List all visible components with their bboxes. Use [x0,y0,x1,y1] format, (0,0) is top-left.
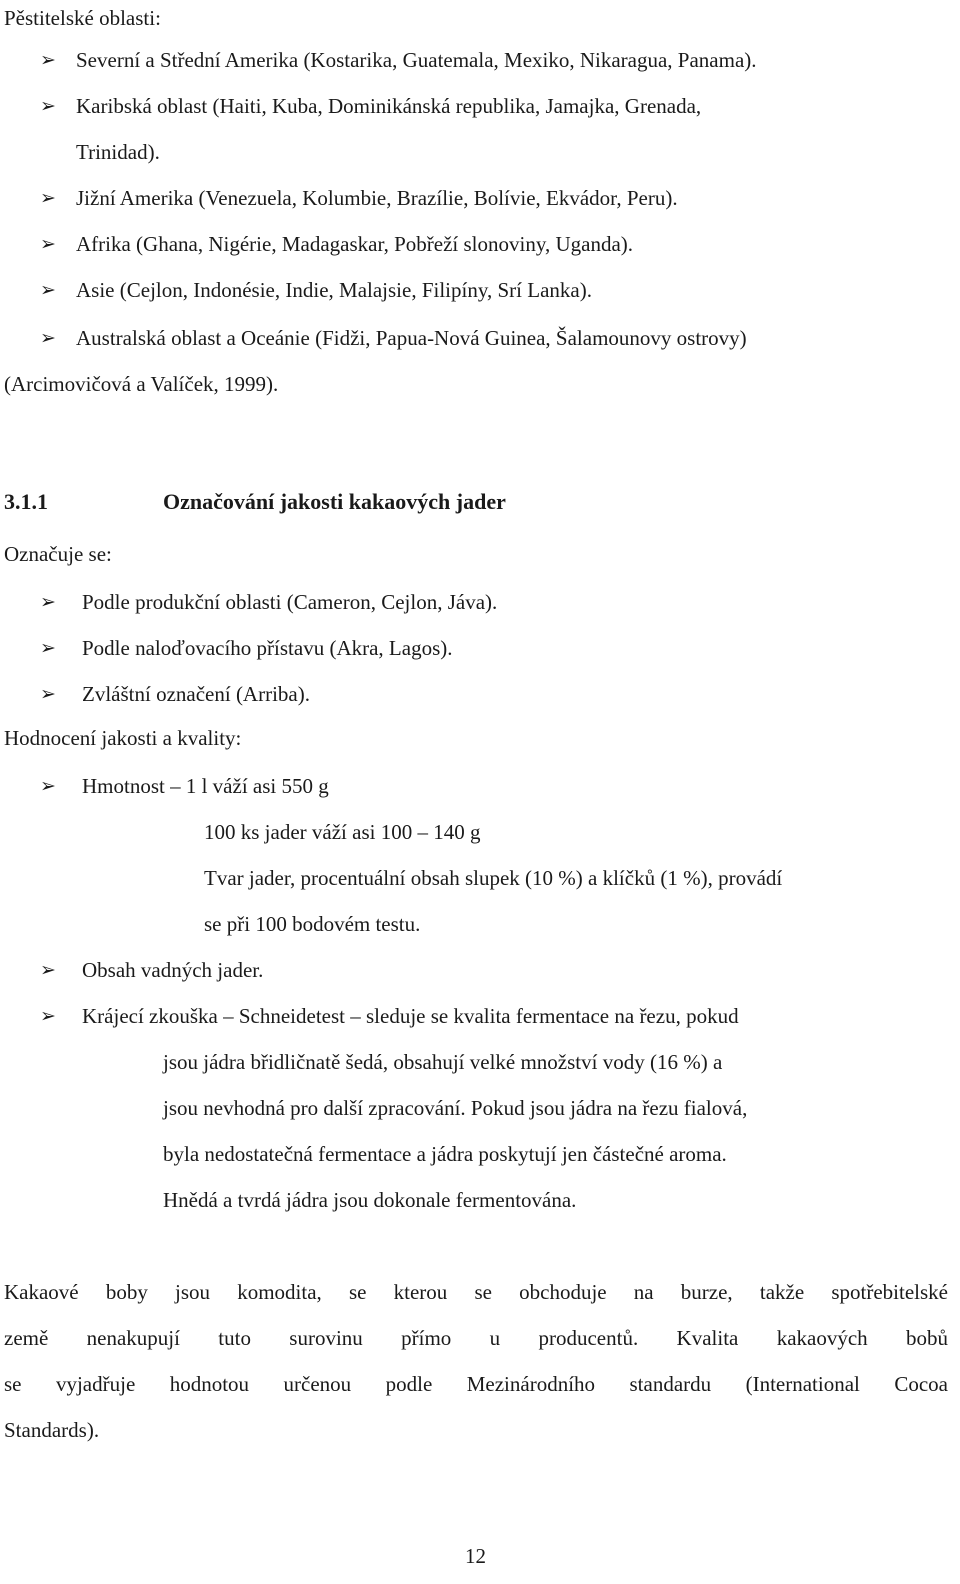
quality-defects: Obsah vadných jader. [82,958,264,982]
quality-cut-test-detail: Hnědá a tvrdá jádra jsou dokonale fermentována. [163,1188,577,1212]
region-item: Afrika (Ghana, Nigérie, Madagaskar, Pobřeží slonoviny, Uganda). [76,232,634,256]
labeling-item: Podle naloďovacího přístavu (Akra, Lagos). [82,636,453,660]
labeling-item: Podle produkční oblasti (Cameron, Cejlon, Jáva). [82,590,498,614]
bullet-arrow-icon: ➢ [40,683,56,705]
bullet-arrow-icon: ➢ [40,1005,56,1027]
paragraph-line: se vyjadřuje hodnotou určenou podle Mezinárodního standardu (International Cocoa [4,1372,948,1396]
bullet-arrow-icon: ➢ [40,279,56,301]
bullet-arrow-icon: ➢ [40,49,56,71]
quality-cut-test: Krájecí zkouška – Schneidetest – sleduje se kvalita fermentace na řezu, pokud [82,1004,739,1028]
quality-weight-detail: Tvar jader, procentuální obsah slupek (10 %) a klíčků (1 %), provádí [204,866,783,890]
region-item: Australská oblast a Oceánie (Fidži, Papua-Nová Guinea, Šalamounovy ostrovy) [76,326,747,350]
paragraph-line: Standards). [4,1418,100,1442]
bullet-arrow-icon: ➢ [40,959,56,981]
bullet-arrow-icon: ➢ [40,775,56,797]
paragraph-line: země nenakupují tuto surovinu přímo u producentů. Kvalita kakaových bobů [4,1326,948,1350]
bullet-arrow-icon: ➢ [40,591,56,613]
quality-cut-test-detail: jsou jádra břidličnatě šedá, obsahují velké množství vody (16 %) a [163,1050,723,1074]
region-item: Severní a Střední Amerika (Kostarika, Guatemala, Mexiko, Nikaragua, Panama). [76,48,757,72]
section-title: Označování jakosti kakaových jader [163,489,506,514]
bullet-arrow-icon: ➢ [40,187,56,209]
page-number: 12 [465,1544,486,1568]
quality-cut-test-detail: byla nedostatečná fermentace a jádra poskytují jen částečné aroma. [163,1142,727,1166]
labeling-item: Zvláštní označení (Arriba). [82,682,310,706]
bullet-arrow-icon: ➢ [40,233,56,255]
regions-label: Pěstitelské oblasti: [4,6,161,30]
section-number: 3.1.1 [4,489,48,514]
citation: (Arcimovičová a Valíček, 1999). [4,372,279,396]
labeling-label: Označuje se: [4,542,112,566]
region-item: Jižní Amerika (Venezuela, Kolumbie, Brazílie, Bolívie, Ekvádor, Peru). [76,186,678,210]
quality-cut-test-detail: jsou nevhodná pro další zpracování. Pokud jsou jádra na řezu fialová, [163,1096,748,1120]
quality-weight: Hmotnost – 1 l váží asi 550 g [82,774,329,798]
quality-label: Hodnocení jakosti a kvality: [4,726,242,750]
bullet-arrow-icon: ➢ [40,327,56,349]
bullet-arrow-icon: ➢ [40,637,56,659]
bullet-arrow-icon: ➢ [40,95,56,117]
region-item: Karibská oblast (Haiti, Kuba, Dominikánská republika, Jamajka, Grenada, [76,94,702,118]
paragraph-line: Kakaové boby jsou komodita, se kterou se obchoduje na burze, takže spotřebitelské [4,1280,948,1304]
region-item-continued: Trinidad). [76,140,160,164]
quality-weight-detail: 100 ks jader váží asi 100 – 140 g [204,820,481,844]
region-item: Asie (Cejlon, Indonésie, Indie, Malajsie, Filipíny, Srí Lanka). [76,278,592,302]
quality-weight-detail: se při 100 bodovém testu. [204,912,421,936]
